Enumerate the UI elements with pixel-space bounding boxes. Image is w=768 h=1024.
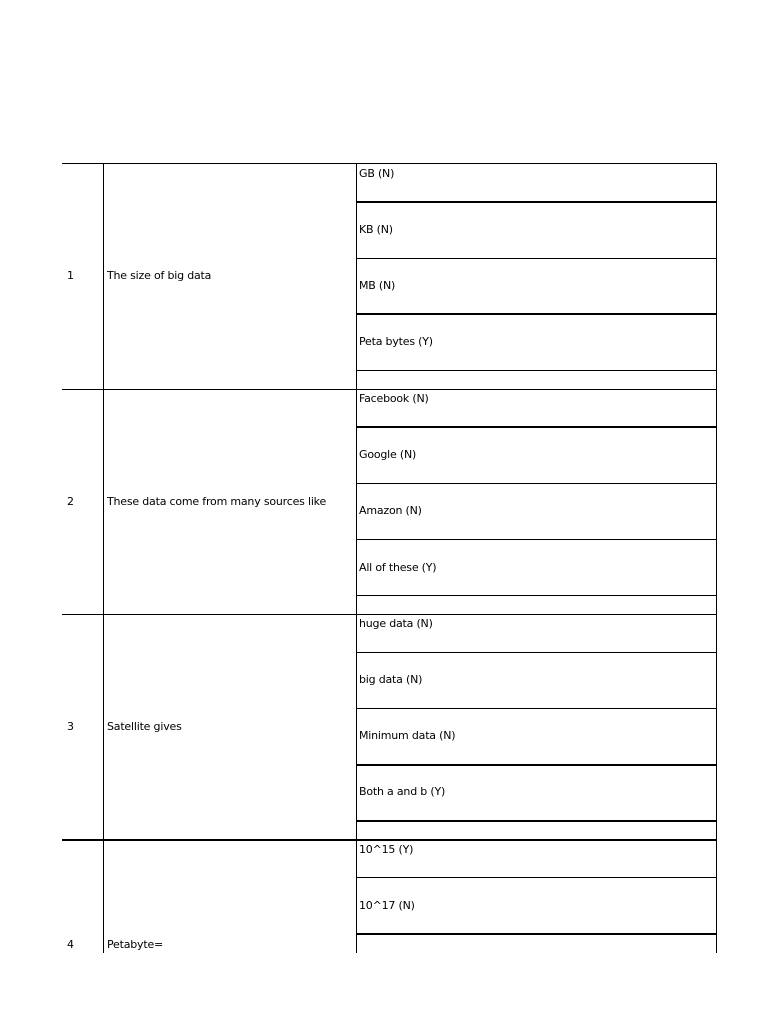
question-3-top-border [62,614,717,615]
answer-option: 10^17 (N) [359,899,415,912]
answer-option: Both a and b (Y) [359,785,446,798]
option-divider [356,370,717,371]
answer-option: Facebook (N) [359,392,429,405]
question-number: 3 [67,720,74,733]
question-number: 1 [67,269,74,282]
option-divider [356,877,717,878]
question-4-top-border [62,839,717,841]
question-2-top-border [62,389,717,390]
question-text: These data come from many sources like [107,495,327,508]
answer-option: All of these (Y) [359,561,437,574]
answer-option: KB (N) [359,223,393,236]
option-divider [356,201,717,203]
question-text: The size of big data [107,269,212,282]
answer-option: huge data (N) [359,617,433,630]
option-divider [356,820,717,822]
answer-option: big data (N) [359,673,423,686]
answer-option: GB (N) [359,167,395,180]
question-text: Satellite gives [107,720,182,733]
option-divider [356,313,717,315]
answer-option: Minimum data (N) [359,729,456,742]
answer-option: 10^15 (Y) [359,843,414,856]
answer-option: Google (N) [359,448,417,461]
answer-option: Peta bytes (Y) [359,335,433,348]
option-divider [356,652,717,653]
question-number: 4 [67,938,74,951]
table-border-left-options [356,163,357,953]
answer-option: MB (N) [359,279,396,292]
option-divider [356,764,717,766]
question-number: 2 [67,495,74,508]
option-divider [356,933,717,935]
answer-option: Amazon (N) [359,504,422,517]
option-divider [356,426,717,428]
table-border-left-number [103,163,104,953]
question-1-top-border [62,163,717,164]
option-divider [356,258,717,259]
option-divider [356,483,717,484]
option-divider [356,708,717,709]
option-divider [356,595,717,596]
table-border-right [716,163,717,953]
option-divider [356,539,717,540]
question-text: Petabyte= [107,938,164,951]
